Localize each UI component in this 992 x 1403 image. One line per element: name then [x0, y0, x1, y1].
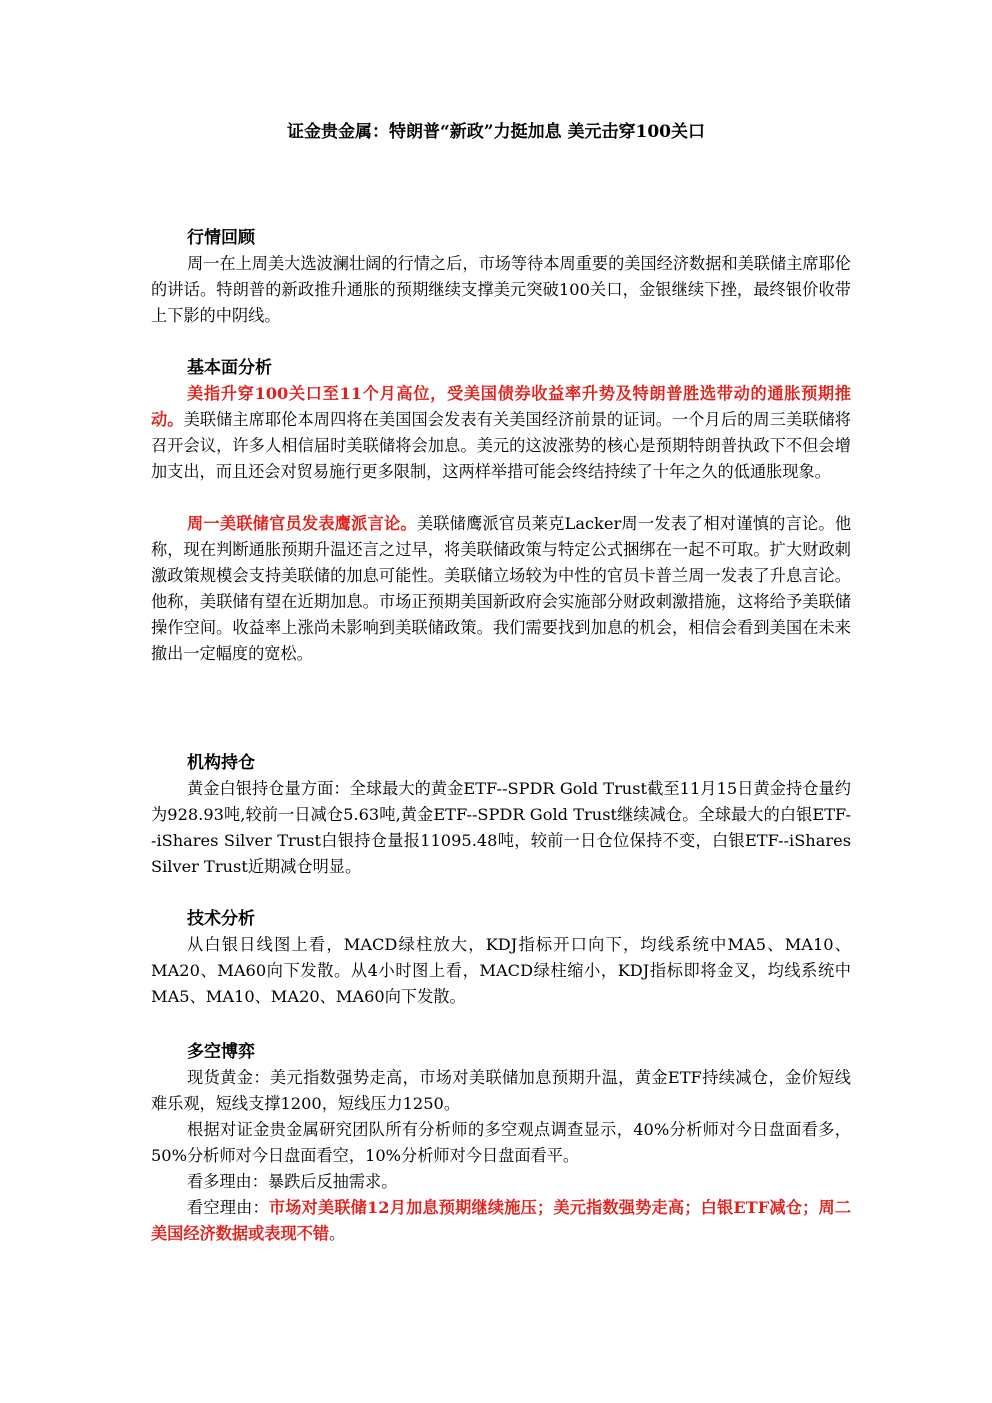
section-heading: 行情回顾	[187, 228, 255, 248]
highlight-text: 市场对美联储12月加息预期继续施压；美元指数强势走高；白银ETF减仓；周二美国经济数据或表现不错	[151, 1198, 852, 1243]
section-market-review	[151, 225, 851, 329]
document-title: 证金贵金属：特朗普“新政”力挺加息 美元击穿100关口	[287, 122, 705, 142]
section-institutional-holdings	[151, 750, 851, 880]
section-heading: 机构持仓	[187, 753, 255, 773]
paragraph-text: 黄金白银持仓量方面：全球最大的黄金ETF--SPDR Gold Trust截至11月15日黄金持仓量约为928.93吨,较前一日减仓5.63吨,黄金ETF--SPDR Gold Trust继续减仓。全球最大的白银ETF--iShares Silver Trust白银持仓量报11095.48吨，较前一日仓位保持不变，白银ETF--iShares Silver Trust近期减仓明显。	[151, 779, 851, 876]
paragraph-lead: 看空理由：	[187, 1198, 269, 1217]
paragraph	[151, 776, 851, 880]
section-heading: 技术分析	[187, 909, 255, 929]
paragraph	[151, 1169, 851, 1195]
paragraph-text: 美联储主席耶伦本周四将在美国国会发表有关美国经济前景的证词。一个月后的周三美联储将召开会议，许多人相信届时美联储将会加息。美元的这波涨势的核心是预期特朗普执政下不但会增加支出，而且还会对贸易施行更多限制，这两样举措可能会终结持续了十年之久的低通胀现象。	[151, 410, 851, 481]
paragraph	[151, 381, 851, 485]
paragraph-text: 美联储鹰派官员莱克Lacker周一发表了相对谨慎的言论。他称，现在判断通胀预期升温还言之过早，将美联储政策与特定公式捆绑在一起不可取。扩大财政刺激政策规模会支持美联储的加息可能性。美联储立场较为中性的官员卡普兰周一发表了升息言论。他称，美联储有望在近期加息。市场正预期美国新政府会实施部分财政刺激措施，这将给予美联储操作空间。收益率上涨尚未影响到美联储政策。我们需要找到加息的机会，相信会看到美国在未来撤出一定幅度的宽松。	[151, 514, 852, 663]
paragraph	[151, 1195, 851, 1247]
section-technical-analysis	[151, 906, 851, 1010]
section-heading: 基本面分析	[187, 358, 272, 378]
paragraph-text: 从白银日线图上看，MACD绿柱放大，KDJ指标开口向下，均线系统中MA5、MA10、MA20、MA60向下发散。从4小时图上看，MACD绿柱缩小，KDJ指标即将金叉，均线系统中MA5、MA10、MA20、MA60向下发散。	[151, 935, 851, 1006]
paragraph-text: 根据对证金贵金属研究团队所有分析师的多空观点调查显示，40%分析师对今日盘面看多，50%分析师对今日盘面看空，10%分析师对今日盘面看平。	[151, 1120, 851, 1165]
section-bull-bear	[151, 1039, 851, 1247]
section-heading: 多空博弈	[187, 1042, 255, 1062]
paragraph-text: 周一在上周美大选波澜壮阔的行情之后，市场等待本周重要的美国经济数据和美联储主席耶伦的讲话。特朗普的新政推升通胀的预期继续支撑美元突破100关口，金银继续下挫，最终银价收带上下影的中阴线。	[151, 254, 851, 325]
highlight-text: 周一美联储官员发表鹰派言论。	[187, 514, 417, 533]
paragraph	[151, 932, 851, 1010]
paragraph-text: 看多理由：暴跌后反抽需求。	[187, 1172, 398, 1191]
paragraph	[151, 511, 851, 667]
paragraph	[151, 1117, 851, 1169]
paragraph-text: 。	[329, 1224, 346, 1243]
section-fundamental-analysis	[151, 355, 851, 667]
paragraph	[151, 1065, 851, 1117]
paragraph-text: 现货黄金：美元指数强势走高，市场对美联储加息预期升温，黄金ETF持续减仓，金价短线难乐观，短线支撑1200，短线压力1250。	[151, 1068, 851, 1113]
highlight-text: 美指升穿100关口至11个月高位，受美国债券收益率升势及特朗普胜选带动的通胀预期推动。	[151, 384, 851, 429]
paragraph	[151, 251, 851, 329]
